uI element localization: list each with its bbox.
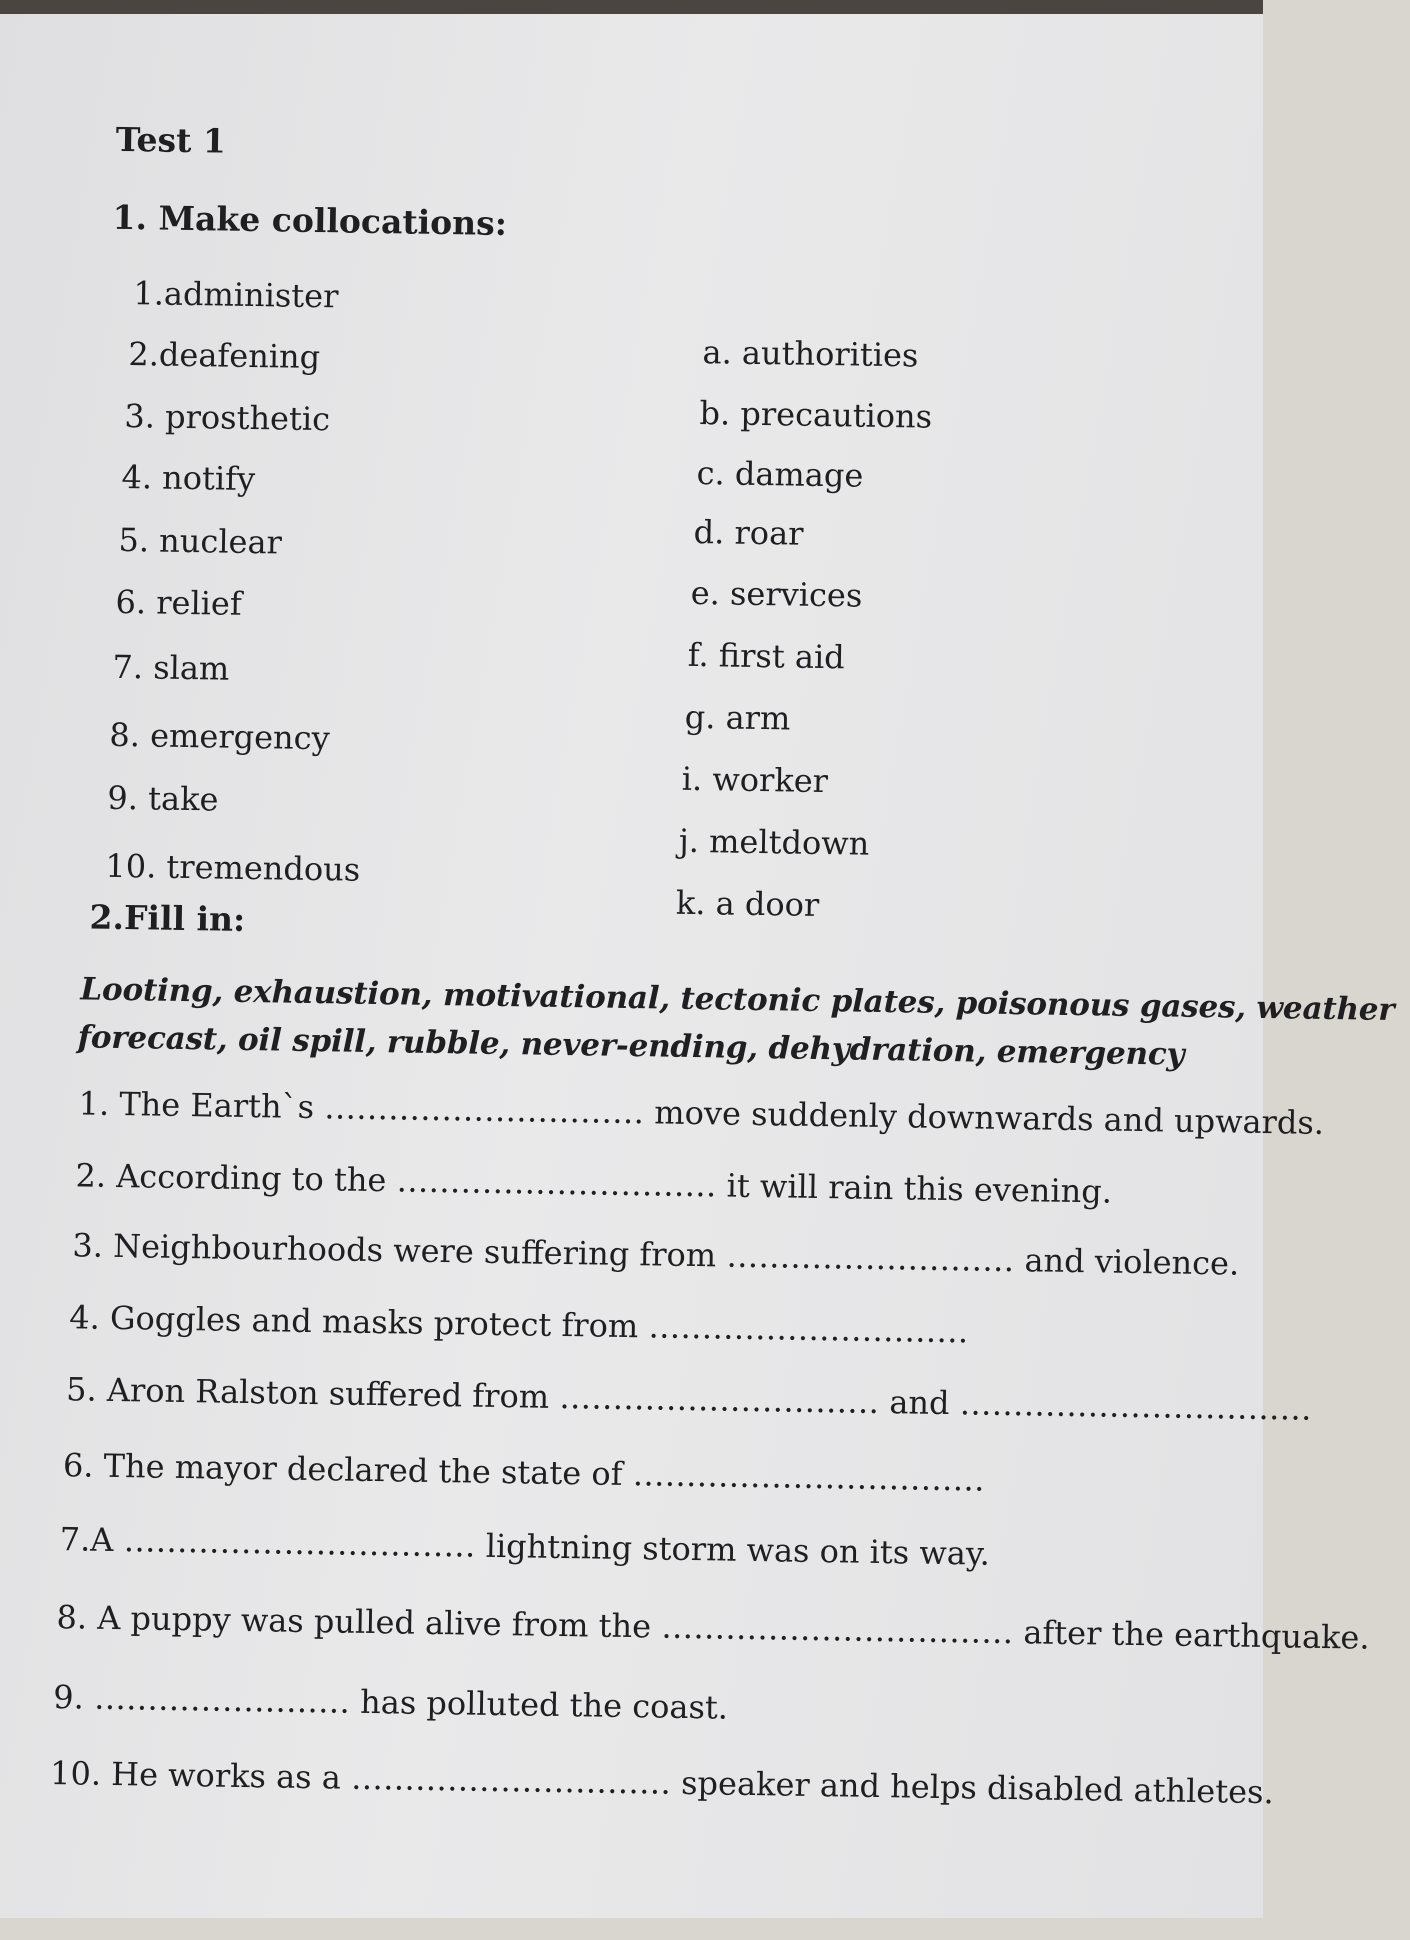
sentence-1-blank[interactable]: ………………………… — [323, 1088, 645, 1132]
word-bank-line-2: forecast, oil spill, rubble, never-ending, dehydration, emergency — [77, 1019, 1185, 1073]
sentence-5-text: 5. Aron Ralston suffered from — [65, 1370, 550, 1416]
sentence-1 — [78, 1083, 1324, 1143]
sentence-7 — [60, 1519, 991, 1574]
sentence-2-end: it will rain this evening. — [726, 1166, 1113, 1211]
sentence-9 — [53, 1677, 728, 1728]
sentence-10-text: 10. He works as a — [49, 1754, 342, 1797]
sentence-2 — [75, 1155, 1112, 1211]
sentence-4-blank[interactable]: ………………………… — [648, 1307, 969, 1351]
sentence-3 — [72, 1225, 1239, 1283]
sentence-1-text: 1. The Earth`s — [78, 1084, 315, 1127]
left-item-5: 5. nuclear — [118, 520, 283, 562]
sentence-2-blank[interactable]: ………………………… — [396, 1161, 717, 1205]
sentence-3-end: and violence. — [1024, 1241, 1240, 1283]
section1-heading: 1. Make collocations: — [112, 197, 508, 243]
right-item-j: j. meltdown — [678, 821, 870, 863]
sentence-10-end: speaker and helps disabled athletes. — [680, 1763, 1274, 1812]
right-item-a: a. authorities — [702, 333, 919, 375]
sentence-9-end: has polluted the coast. — [359, 1682, 729, 1727]
section2-heading: 2.Fill in: — [89, 897, 246, 939]
word-bank-line-1: Looting, exhaustion, motivational, tectonic plates, poisonous gases, weather — [80, 971, 1395, 1029]
sentence-8-end: after the earthquake. — [1023, 1613, 1370, 1657]
right-item-c: c. damage — [696, 454, 864, 495]
sentence-6-blank[interactable]: …………………………… — [632, 1455, 985, 1499]
right-item-g: g. arm — [684, 697, 791, 738]
sentence-9-text: 9. — [53, 1678, 85, 1717]
sentence-9-blank[interactable]: …………………… — [93, 1678, 351, 1721]
sentence-5-and: and — [889, 1383, 950, 1423]
sentence-2-text: 2. According to the — [75, 1156, 387, 1200]
sentence-5-blank-2[interactable]: …………………………… — [959, 1384, 1312, 1428]
sentence-6-text: 6. The mayor declared the state of — [62, 1446, 623, 1493]
left-item-10: 10. tremendous — [105, 846, 361, 889]
left-item-7: 7. slam — [112, 647, 230, 688]
sentence-3-blank[interactable]: ……………………… — [726, 1236, 1015, 1280]
sentence-10-blank[interactable]: ………………………… — [350, 1758, 672, 1802]
left-item-8: 8. emergency — [109, 715, 330, 758]
sentence-3-text: 3. Neighbourhoods were suffering from — [72, 1226, 717, 1275]
sentence-7-blank[interactable]: …………………………… — [123, 1521, 476, 1565]
sentence-8 — [56, 1597, 1370, 1658]
sentence-6 — [63, 1445, 985, 1499]
sentence-7-text: 7.A — [59, 1520, 114, 1559]
sentence-8-text: 8. A puppy was pulled alive from the — [56, 1598, 652, 1646]
right-item-e: e. services — [690, 573, 863, 615]
sentence-5-blank-1[interactable]: ………………………… — [558, 1377, 880, 1421]
left-item-3: 3. prosthetic — [124, 397, 331, 439]
sentence-5 — [66, 1369, 1312, 1429]
sentence-1-end: move suddenly downwards and upwards. — [654, 1093, 1325, 1142]
right-item-b: b. precautions — [699, 394, 933, 436]
right-item-i: i. worker — [681, 759, 829, 801]
left-item-6: 6. relief — [115, 582, 243, 623]
sentence-4-text: 4. Goggles and masks protect from — [69, 1298, 639, 1346]
right-item-f: f. first aid — [687, 635, 846, 677]
right-item-k: k. a door — [675, 883, 820, 924]
sentence-7-end: lightning storm was on its way. — [485, 1526, 991, 1573]
left-item-9: 9. take — [107, 778, 219, 819]
sentence-4 — [69, 1297, 969, 1351]
test-title: Test 1 — [115, 119, 227, 161]
left-item-2: 2.deafening — [128, 335, 321, 377]
sentence-8-blank[interactable]: …………………………… — [660, 1607, 1014, 1652]
sentence-10 — [50, 1753, 1274, 1812]
left-item-1: 1.administer — [133, 274, 339, 316]
right-item-d: d. roar — [693, 512, 804, 553]
left-item-4: 4. notify — [121, 457, 256, 499]
